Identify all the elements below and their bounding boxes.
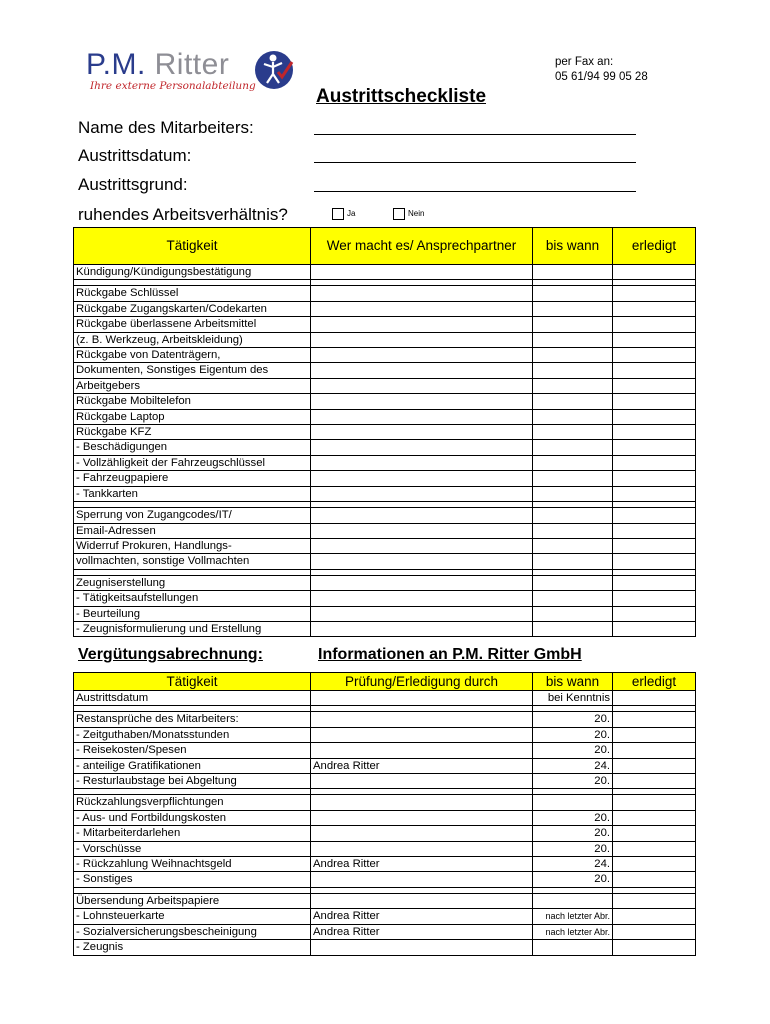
responsible-cell[interactable] [311, 893, 533, 908]
done-cell[interactable] [613, 826, 696, 841]
section-title-payroll: Vergütungsabrechnung: [78, 646, 263, 663]
responsible-cell[interactable] [311, 486, 533, 501]
responsible-cell[interactable] [311, 743, 533, 758]
done-cell[interactable] [613, 774, 696, 789]
column-header: Tätigkeit [74, 228, 311, 265]
table-row [74, 394, 696, 409]
due-cell[interactable] [533, 508, 613, 523]
done-cell[interactable] [613, 940, 696, 955]
task-cell: - Vollzähligkeit der Fahrzeugschlüssel [74, 455, 311, 470]
task-cell: - Lohnsteuerkarte [74, 909, 311, 924]
responsible-cell[interactable] [311, 523, 533, 538]
task-cell: - Beschädigungen [74, 440, 311, 455]
responsible-cell[interactable] [311, 538, 533, 553]
table-row [74, 727, 696, 742]
task-cell: Widerruf Prokuren, Handlungs- [74, 538, 311, 553]
task-cell: Zeugniserstellung [74, 575, 311, 590]
table-row [74, 471, 696, 486]
due-cell[interactable]: bei Kenntnis [533, 691, 613, 706]
responsible-cell[interactable] [311, 872, 533, 887]
done-cell[interactable] [613, 455, 696, 470]
due-cell[interactable]: 20. [533, 774, 613, 789]
done-cell[interactable] [613, 575, 696, 590]
due-cell[interactable] [533, 471, 613, 486]
responsible-cell[interactable] [311, 795, 533, 810]
done-cell[interactable] [613, 394, 696, 409]
due-cell[interactable] [533, 621, 613, 636]
column-header: Tätigkeit [74, 673, 311, 691]
done-cell[interactable] [613, 795, 696, 810]
task-cell: - Fahrzeugpapiere [74, 471, 311, 486]
due-cell[interactable] [533, 440, 613, 455]
done-cell[interactable] [613, 363, 696, 378]
due-cell[interactable] [533, 332, 613, 347]
responsible-cell[interactable] [311, 591, 533, 606]
checkbox-no-label: Nein [408, 209, 425, 219]
done-cell[interactable] [613, 265, 696, 280]
task-cell: Sperrung von Zugangcodes/IT/ [74, 508, 311, 523]
task-cell: - Sozialversicherungsbescheinigung [74, 924, 311, 939]
checkbox-yes-label: Ja [347, 209, 356, 219]
responsible-cell[interactable] [311, 841, 533, 856]
responsible-cell[interactable] [311, 378, 533, 393]
due-cell[interactable] [533, 286, 613, 301]
done-cell[interactable] [613, 286, 696, 301]
done-cell[interactable] [613, 523, 696, 538]
done-cell[interactable] [613, 538, 696, 553]
due-cell[interactable]: 20. [533, 826, 613, 841]
task-cell: Kündigung/Kündigungsbestätigung [74, 265, 311, 280]
table-header-row [74, 673, 696, 691]
due-cell[interactable]: nach letzter Abr. [533, 924, 613, 939]
due-cell[interactable]: 20. [533, 712, 613, 727]
due-cell[interactable] [533, 348, 613, 363]
done-cell[interactable] [613, 440, 696, 455]
table-row [74, 743, 696, 758]
table-row [74, 538, 696, 553]
table-row [74, 841, 696, 856]
responsible-cell[interactable] [311, 440, 533, 455]
task-cell: - Zeugnis [74, 940, 311, 955]
task-cell: Rückgabe von Datenträgern, [74, 348, 311, 363]
done-cell[interactable] [613, 872, 696, 887]
task-cell: Rückgabe Schlüssel [74, 286, 311, 301]
responsible-cell[interactable] [311, 317, 533, 332]
table-row [74, 508, 696, 523]
done-cell[interactable] [613, 712, 696, 727]
due-cell[interactable]: 20. [533, 872, 613, 887]
task-cell: Rückgabe überlassene Arbeitsmittel [74, 317, 311, 332]
due-cell[interactable] [533, 317, 613, 332]
table-row [74, 810, 696, 825]
field-label-exit-reason: Austrittsgrund: [78, 175, 188, 194]
task-cell: - Rückzahlung Weihnachtsgeld [74, 857, 311, 872]
due-cell[interactable]: 24. [533, 857, 613, 872]
table-row [74, 332, 696, 347]
done-cell[interactable] [613, 743, 696, 758]
done-cell[interactable] [613, 554, 696, 569]
task-cell: Email-Adressen [74, 523, 311, 538]
table-row [74, 909, 696, 924]
column-header: erledigt [613, 673, 696, 691]
column-header: bis wann [533, 228, 613, 265]
responsible-cell[interactable] [311, 621, 533, 636]
table-row [74, 893, 696, 908]
responsible-cell[interactable]: Andrea Ritter [311, 924, 533, 939]
table-row [74, 712, 696, 727]
table-row [74, 301, 696, 316]
responsible-cell[interactable] [311, 712, 533, 727]
responsible-cell[interactable] [311, 940, 533, 955]
column-header: erledigt [613, 228, 696, 265]
due-cell[interactable] [533, 394, 613, 409]
task-cell: Rückgabe Zugangskarten/Codekarten [74, 301, 311, 316]
exit-tasks-table [73, 227, 696, 637]
task-cell: Rückgabe KFZ [74, 425, 311, 440]
responsible-cell[interactable]: Andrea Ritter [311, 857, 533, 872]
logo-name-part2: Ritter [154, 48, 230, 81]
responsible-cell[interactable] [311, 455, 533, 470]
column-header: bis wann [533, 673, 613, 691]
due-cell[interactable] [533, 523, 613, 538]
exit-date-field[interactable] [314, 161, 636, 163]
table-row [74, 286, 696, 301]
due-cell[interactable] [533, 409, 613, 424]
done-cell[interactable] [613, 508, 696, 523]
task-cell: - Reisekosten/Spesen [74, 743, 311, 758]
task-cell: - Zeugnisformulierung und Erstellung [74, 621, 311, 636]
task-cell: vollmachten, sonstige Vollmachten [74, 554, 311, 569]
responsible-cell[interactable] [311, 425, 533, 440]
responsible-cell[interactable] [311, 265, 533, 280]
responsible-cell[interactable] [311, 508, 533, 523]
responsible-cell[interactable] [311, 301, 533, 316]
due-cell[interactable] [533, 893, 613, 908]
table-row [74, 924, 696, 939]
task-cell: Restansprüche des Mitarbeiters: [74, 712, 311, 727]
logo-figure-icon [252, 48, 296, 92]
done-cell[interactable] [613, 810, 696, 825]
table-row [74, 440, 696, 455]
responsible-cell[interactable] [311, 826, 533, 841]
due-cell[interactable] [533, 265, 613, 280]
done-cell[interactable] [613, 317, 696, 332]
done-cell[interactable] [613, 409, 696, 424]
column-header: Wer macht es/ Ansprechpartner [311, 228, 533, 265]
due-cell[interactable]: nach letzter Abr. [533, 909, 613, 924]
due-cell[interactable] [533, 606, 613, 621]
responsible-cell[interactable] [311, 348, 533, 363]
fax-label: per Fax an: [555, 56, 614, 68]
responsible-cell[interactable] [311, 606, 533, 621]
task-cell: - anteilige Gratifikationen [74, 758, 311, 773]
task-cell: - Tätigkeitsaufstellungen [74, 591, 311, 606]
due-cell[interactable] [533, 575, 613, 590]
task-cell: (z. B. Werkzeug, Arbeitskleidung) [74, 332, 311, 347]
section-title-info: Informationen an P.M. Ritter GmbH [318, 646, 582, 663]
task-cell: Übersendung Arbeitspapiere [74, 893, 311, 908]
done-cell[interactable] [613, 471, 696, 486]
due-cell[interactable]: 20. [533, 841, 613, 856]
responsible-cell[interactable] [311, 363, 533, 378]
due-cell[interactable]: 20. [533, 810, 613, 825]
due-cell[interactable] [533, 538, 613, 553]
done-cell[interactable] [613, 606, 696, 621]
table-row [74, 317, 696, 332]
table-row [74, 758, 696, 773]
fax-info [555, 55, 648, 85]
responsible-cell[interactable] [311, 554, 533, 569]
due-cell[interactable] [533, 795, 613, 810]
table-row [74, 523, 696, 538]
due-cell[interactable] [533, 940, 613, 955]
done-cell[interactable] [613, 691, 696, 706]
checkbox-yes-wrap[interactable] [332, 208, 355, 220]
task-cell: - Aus- und Fortbildungskosten [74, 810, 311, 825]
table-row [74, 826, 696, 841]
fax-number: 05 61/94 99 05 28 [555, 71, 648, 83]
table-row [74, 378, 696, 393]
table-row [74, 348, 696, 363]
task-cell: - Tankkarten [74, 486, 311, 501]
task-cell: - Beurteilung [74, 606, 311, 621]
due-cell[interactable] [533, 591, 613, 606]
logo-name-part1: P.M. [86, 48, 155, 81]
responsible-cell[interactable] [311, 774, 533, 789]
responsible-cell[interactable] [311, 575, 533, 590]
table-row [74, 940, 696, 955]
table-row [74, 591, 696, 606]
task-cell: - Resturlaubstage bei Abgeltung [74, 774, 311, 789]
due-cell[interactable] [533, 554, 613, 569]
task-cell: Rückgabe Laptop [74, 409, 311, 424]
responsible-cell[interactable] [311, 471, 533, 486]
responsible-cell[interactable] [311, 691, 533, 706]
table-row [74, 363, 696, 378]
table-row [74, 795, 696, 810]
checkbox-no-wrap[interactable] [393, 208, 424, 220]
done-cell[interactable] [613, 727, 696, 742]
responsible-cell[interactable] [311, 727, 533, 742]
task-cell: Rückgabe Mobiltelefon [74, 394, 311, 409]
done-cell[interactable] [613, 301, 696, 316]
task-cell: - Sonstiges [74, 872, 311, 887]
done-cell[interactable] [613, 425, 696, 440]
done-cell[interactable] [613, 378, 696, 393]
field-label-exit-date: Austrittsdatum: [78, 146, 192, 165]
checkbox-no[interactable] [393, 208, 405, 220]
table-row [74, 486, 696, 501]
field-label-employee-name: Name des Mitarbeiters: [78, 118, 254, 137]
due-cell[interactable] [533, 455, 613, 470]
task-cell: Dokumenten, Sonstiges Eigentum des [74, 363, 311, 378]
table-row [74, 265, 696, 280]
table-header-row [74, 228, 696, 265]
table-row [74, 621, 696, 636]
task-cell: Arbeitgebers [74, 378, 311, 393]
done-cell[interactable] [613, 332, 696, 347]
done-cell[interactable] [613, 924, 696, 939]
due-cell[interactable] [533, 378, 613, 393]
task-cell: - Vorschüsse [74, 841, 311, 856]
table-row [74, 425, 696, 440]
responsible-cell[interactable] [311, 286, 533, 301]
due-cell[interactable]: 24. [533, 758, 613, 773]
employee-name-field[interactable] [314, 133, 636, 135]
checkbox-yes[interactable] [332, 208, 344, 220]
done-cell[interactable] [613, 591, 696, 606]
due-cell[interactable] [533, 425, 613, 440]
responsible-cell[interactable] [311, 409, 533, 424]
task-cell: - Mitarbeiterdarlehen [74, 826, 311, 841]
responsible-cell[interactable] [311, 810, 533, 825]
table-row [74, 691, 696, 706]
done-cell[interactable] [613, 893, 696, 908]
task-cell: - Zeitguthaben/Monatsstunden [74, 727, 311, 742]
responsible-cell[interactable]: Andrea Ritter [311, 758, 533, 773]
task-cell: Rückzahlungsverpflichtungen [74, 795, 311, 810]
table-row [74, 774, 696, 789]
done-cell[interactable] [613, 486, 696, 501]
done-cell[interactable] [613, 621, 696, 636]
done-cell[interactable] [613, 348, 696, 363]
table-row [74, 455, 696, 470]
done-cell[interactable] [613, 758, 696, 773]
due-cell[interactable]: 20. [533, 727, 613, 742]
task-cell: Austrittsdatum [74, 691, 311, 706]
done-cell[interactable] [613, 857, 696, 872]
table-row [74, 409, 696, 424]
field-label-dormant-employment: ruhendes Arbeitsverhältnis? [78, 205, 288, 224]
table-row [74, 857, 696, 872]
responsible-cell[interactable]: Andrea Ritter [311, 909, 533, 924]
due-cell[interactable] [533, 363, 613, 378]
payroll-table [73, 672, 696, 956]
exit-reason-field[interactable] [314, 190, 636, 192]
table-row [74, 872, 696, 887]
table-row [74, 606, 696, 621]
due-cell[interactable] [533, 486, 613, 501]
due-cell[interactable] [533, 301, 613, 316]
logo-tagline: Ihre externe Personalabteilung [90, 80, 256, 92]
company-logo-text [86, 48, 229, 82]
done-cell[interactable] [613, 841, 696, 856]
responsible-cell[interactable] [311, 332, 533, 347]
due-cell[interactable]: 20. [533, 743, 613, 758]
column-header: Prüfung/Erledigung durch [311, 673, 533, 691]
table-row [74, 575, 696, 590]
table-row [74, 554, 696, 569]
done-cell[interactable] [613, 909, 696, 924]
responsible-cell[interactable] [311, 394, 533, 409]
page-title: Austrittscheckliste [316, 86, 487, 107]
